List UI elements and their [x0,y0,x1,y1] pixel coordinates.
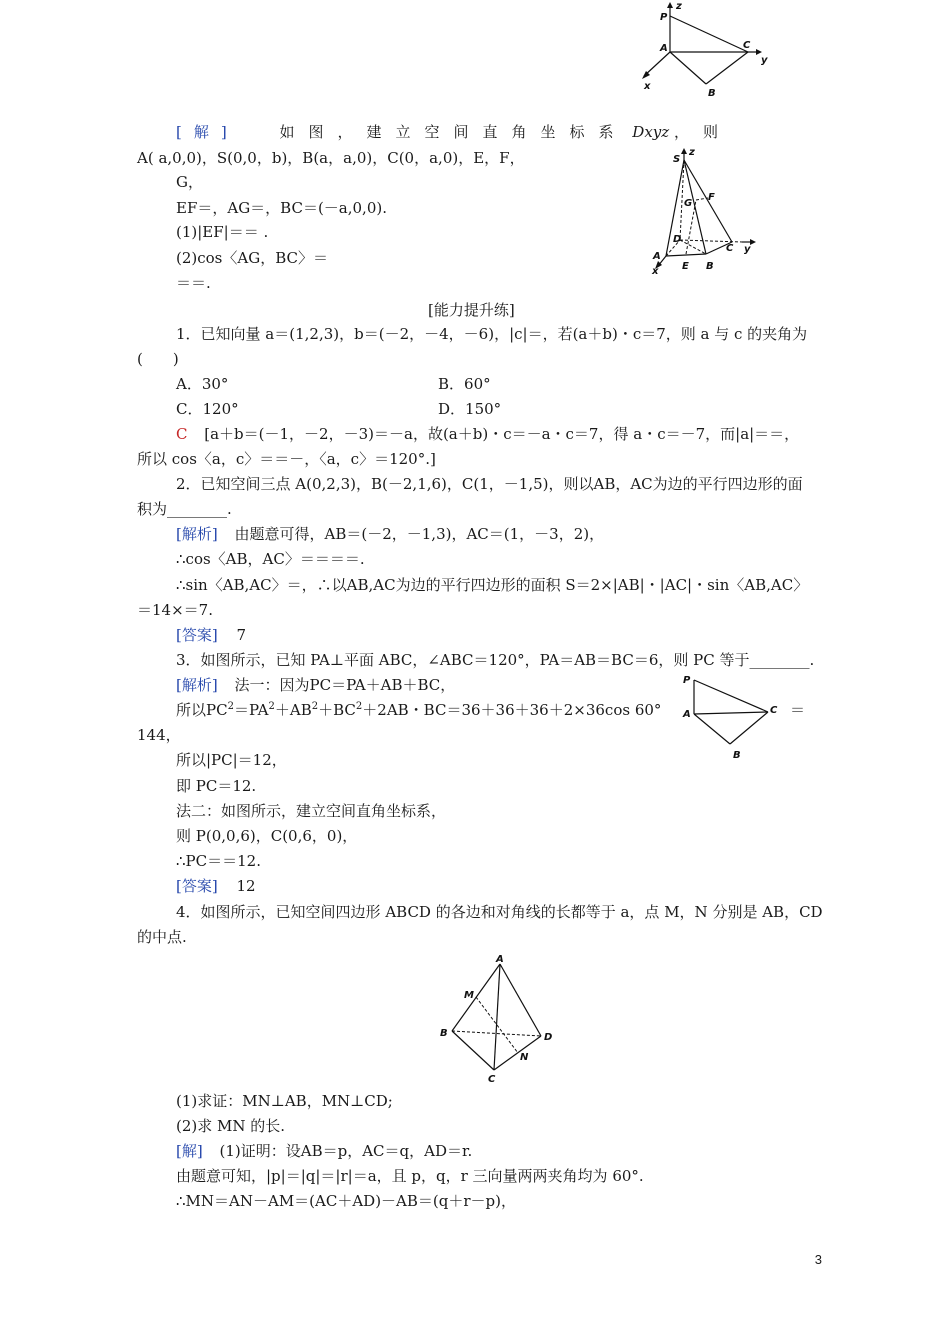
label-z: z [676,1,682,12]
q1-option-d: D．150° [438,400,502,418]
label-P: P [683,675,691,686]
sol1-line1 [176,122,732,142]
q3-s2a: 所以PC [176,701,228,719]
q3-s2b: ＝PA [233,701,269,719]
q3-sup3: 2 [311,701,319,712]
tetrahedron-figure [436,952,564,1084]
q1-answer-text1: [a＋b＝(－1，－2，－3)＝－a，故(a＋b)・c＝－a・c＝7，得 a・c＝－7，而|a|＝＝， [204,425,800,443]
q3-sol-line8: ∴PC＝＝12. [176,852,261,870]
q4-line2: 的中点. [137,928,187,946]
label-C: C [726,243,734,254]
label-y: y [761,55,768,66]
q4-tag: [解] [176,1142,203,1160]
q2-tag: [解析] [176,525,218,543]
label-A: A [653,251,661,262]
q2-line2: 积为________. [137,500,232,518]
sol1-l1b: Dxyz [632,123,670,141]
label-x: x [652,266,659,277]
q3-sol-line2 [176,700,661,720]
label-C: C [743,40,751,51]
label-D: D [544,1032,553,1043]
label-x: x [644,81,651,92]
q3-sup1: 2 [227,701,234,712]
sol1-l1c: ，则 [673,123,732,141]
q3-tag: [解析] [176,676,218,694]
q3-sol-line4: 所以|PC|＝12， [176,751,287,769]
sol1-line5: (1)|EF|＝＝ . [176,223,269,241]
q2-sol-line3: ∴sin〈AB,AC〉＝，∴以AB,AC为边的平行四边形的面积 S＝2×|AB|・|AC|・sin〈AB,AC〉 [176,576,809,594]
q3-sup4: 2 [355,701,363,712]
label-P: P [660,12,668,23]
q2-answer [176,625,246,645]
q3-sol-line6: 法二：如图所示，建立空间直角坐标系， [176,802,447,820]
q3-s2e: ＋2AB・BC＝36＋36＋36＋2×36cos 60° [362,701,662,719]
section-title: [能力提升练] [428,301,515,319]
label-C: C [770,705,778,716]
q2-answer-tag: [答案] [176,626,218,644]
label-D: D [673,234,682,245]
sol1-tag: [解] [176,123,239,141]
pyramid-figure [648,148,760,276]
q3-sol-line1 [176,675,455,695]
q3-s2c: ＋AB [274,701,312,719]
sol1-l1a: 如图，建立空间直角坐标系 [279,123,628,141]
label-S: S [673,154,681,165]
label-B: B [733,750,741,761]
q1-option-a: A．30° [176,375,229,393]
label-E: E [682,261,689,272]
label-A: A [683,709,691,720]
label-A: A [660,43,668,54]
q1-option-b: B．60° [438,375,491,393]
q1-answer-letter: C [176,425,188,443]
q1-line2: ( ) [137,350,179,368]
q1-line1: 1．已知向量 a＝(1,2,3)，b＝(－2，－4，－6)，|c|＝，若(a＋b)・c＝7，则 a 与 c 的夹角为 [176,325,808,343]
q4-part2: (2)求 MN 的长. [176,1117,286,1135]
q3-s1: 法一：因为PC＝PA＋AB＋BC， [234,676,456,694]
q2-s1: 由题意可得，AB＝(－2，－1,3)，AC＝(1，－3，2)， [234,525,605,543]
sol1-line7: ＝＝. [176,274,211,292]
q4-sol-line3: ∴MN＝AN－AM＝(AC＋AD)－AB＝(q＋r－p)， [176,1192,516,1210]
q4-sol-line2: 由题意可知，|p|＝|q|＝|r|＝a，且 p，q，r 三向量两两夹角均为 60°. [176,1167,644,1185]
q3-sol-line7: 则 P(0,0,6)，C(0,6，0)， [176,827,358,845]
q4-sol-line1 [176,1141,472,1161]
q3-s2d: ＋BC [318,701,356,719]
q3-answer-tag: [答案] [176,877,218,895]
q1-answer-line2: 所以 cos〈a，c〉＝＝－，〈a，c〉＝120°.] [137,450,436,468]
q3-figure [680,672,790,764]
label-y: y [744,244,751,255]
q4-s1: (1)证明：设AB＝p，AC＝q，AD＝r. [219,1142,473,1160]
label-z: z [689,147,695,158]
page-number: 3 [814,1252,822,1267]
q3-line1: 3．如图所示，已知 PA⊥平面 ABC，∠ABC＝120°，PA＝AB＝BC＝6，则 PC 等于________. [176,651,815,669]
q3-answer [176,876,256,896]
q1-answer-line1 [176,424,799,444]
sol1-line6: (2)cos〈AG，BC〉＝ [176,249,328,267]
q3-sol-line5: 即 PC＝12. [176,777,257,795]
q2-line1: 2．已知空间三点 A(0,2,3)，B(－2,1,6)，C(1，－1,5)，则以AB，AC为边的平行四边形的面 [176,475,803,493]
q4-line1: 4．如图所示，已知空间四边形 ABCD 的各边和对角线的长都等于 a，点 M，N 分别是 AB，CD [176,903,823,921]
q3-sol-line3: 144， [137,726,181,744]
q2-sol-line2: ∴cos〈AB，AC〉＝＝＝＝. [176,550,365,568]
sol1-line3: G， [176,173,203,191]
q2-answer-value: 7 [236,626,247,644]
label-F: F [708,192,715,203]
q1-option-c: C．120° [176,400,239,418]
q4-part1: (1)求证：MN⊥AB，MN⊥CD; [176,1092,393,1110]
label-G: G [684,198,693,209]
label-B: B [706,261,714,272]
label-B: B [440,1028,448,1039]
q3-sup2: 2 [268,701,275,712]
label-B: B [708,88,716,99]
q3-answer-value: 12 [236,877,256,895]
label-M: M [464,990,474,1001]
q2-sol-line1 [176,524,604,544]
label-C: C [488,1074,496,1085]
sol1-line4: EF＝，AG＝，BC＝(－a,0,0). [176,199,387,217]
label-N: N [520,1052,529,1063]
q2-sol-line4: ＝14×＝7. [137,601,213,619]
sol1-line2: A( a,0,0)，S(0,0，b)，B(a，a,0)，C(0，a,0)，E，F， [137,149,525,167]
q3-sol-eq: ＝ [790,701,806,719]
top-coordinate-figure [630,0,780,100]
label-A: A [496,954,504,965]
